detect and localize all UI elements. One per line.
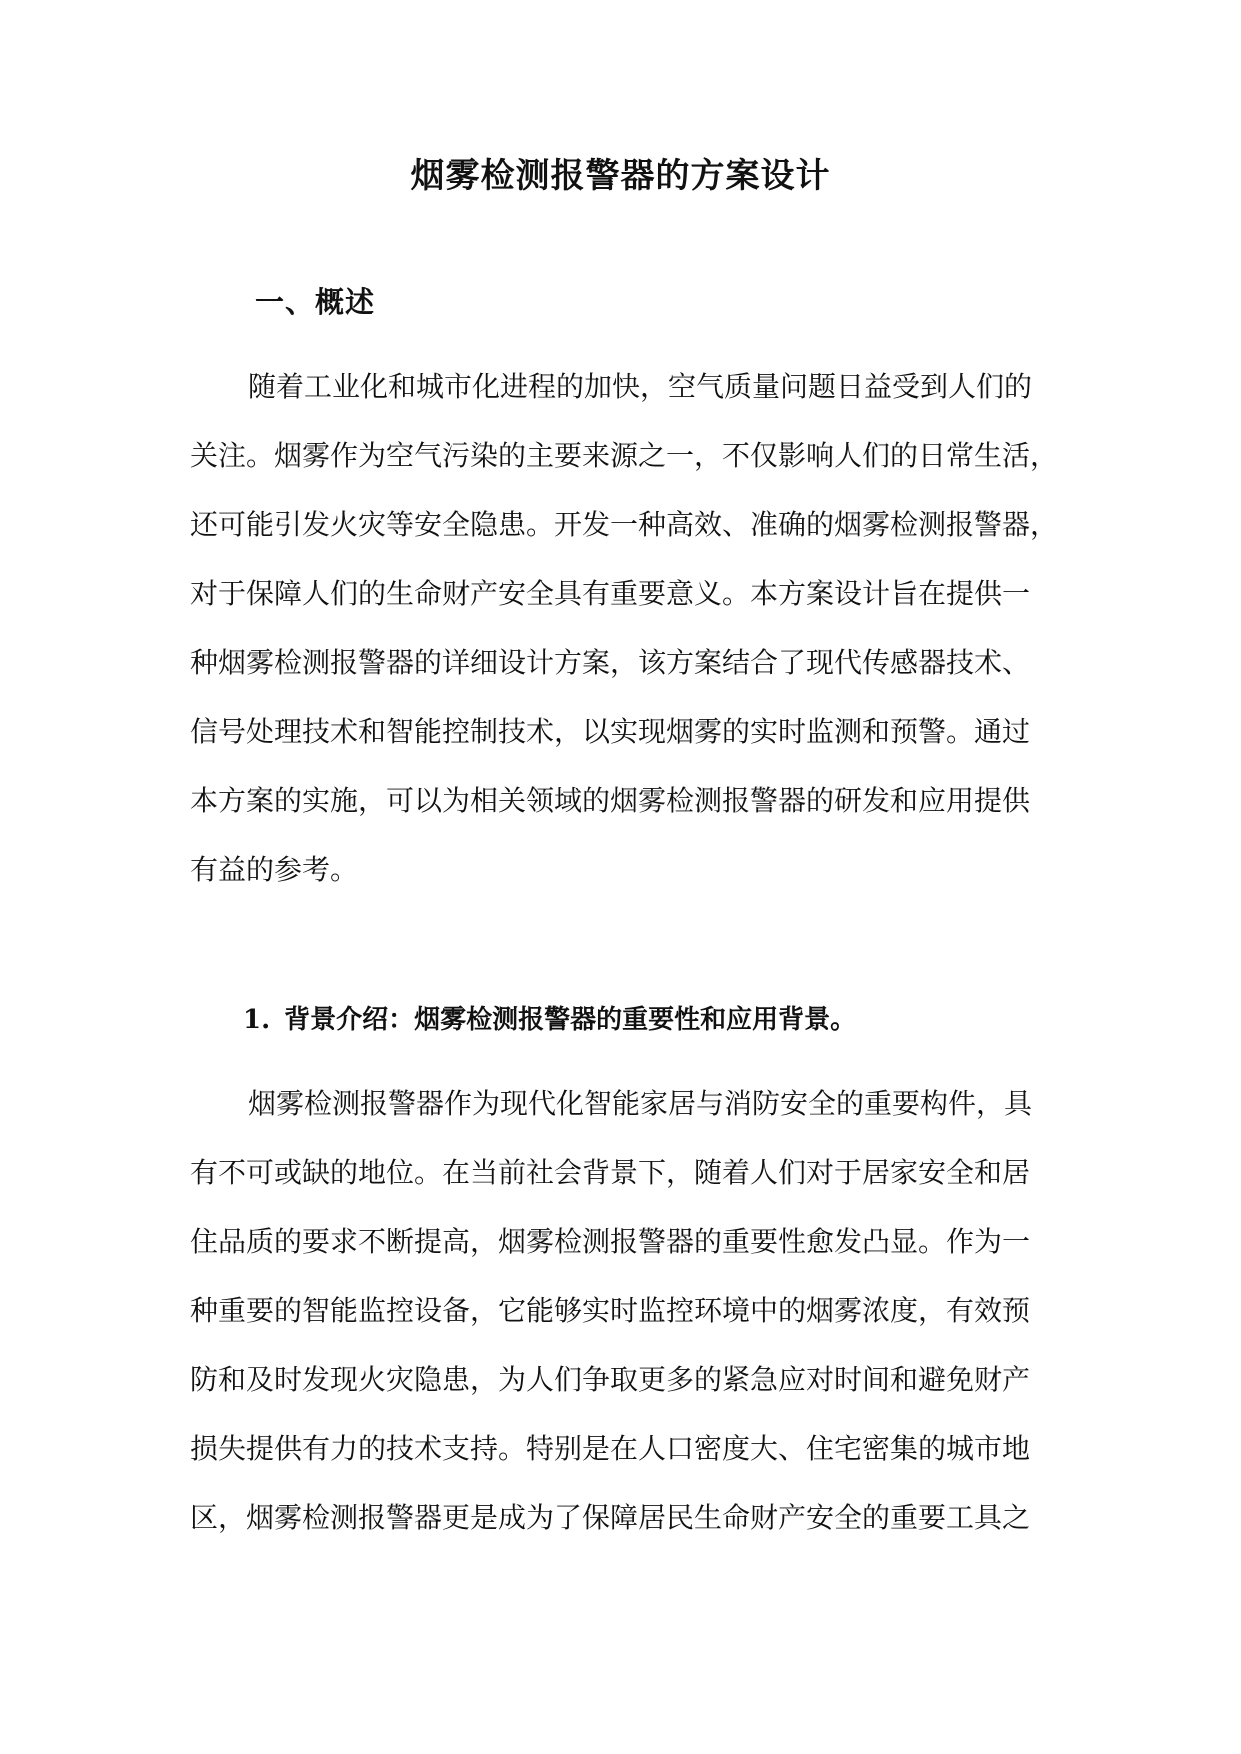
section-heading-overview: 一、概述: [255, 285, 376, 319]
paragraph-line: 本方案的实施，可以为相关领域的烟雾检测报警器的研发和应用提供: [190, 784, 1031, 817]
subsection-heading-background: [243, 1000, 856, 1040]
paragraph-line: 种烟雾检测报警器的详细设计方案，该方案结合了现代传感器技术、: [190, 646, 1031, 679]
paragraph-line: 对于保障人们的生命财产安全具有重要意义。本方案设计旨在提供一: [190, 577, 1031, 610]
paragraph-line: 随着工业化和城市化进程的加快，空气质量问题日益受到人们的: [248, 370, 1033, 403]
paragraph-line: 信号处理技术和智能控制技术，以实现烟雾的实时监测和预警。通过: [190, 715, 1031, 748]
paragraph-line: 损失提供有力的技术支持。特别是在人口密度大、住宅密集的城市地: [190, 1432, 1031, 1465]
overview-paragraph: [190, 352, 1060, 904]
paragraph-line: 还可能引发火灾等安全隐患。开发一种高效、准确的烟雾检测报警器，: [190, 508, 1059, 541]
paragraph-line: 区，烟雾检测报警器更是成为了保障居民生命财产安全的重要工具之: [190, 1501, 1031, 1534]
paragraph-line: 有不可或缺的地位。在当前社会背景下，随着人们对于居家安全和居: [190, 1156, 1031, 1189]
document-title: 烟雾检测报警器的方案设计: [410, 156, 831, 196]
subsection-number: 1.: [243, 1005, 271, 1035]
paragraph-line: 关注。烟雾作为空气污染的主要来源之一，不仅影响人们的日常生活，: [190, 439, 1059, 472]
paragraph-line: 烟雾检测报警器作为现代化智能家居与消防安全的重要构件，具: [248, 1087, 1033, 1120]
background-paragraph: [190, 1069, 1060, 1552]
subsection-heading-text: 背景介绍：烟雾检测报警器的重要性和应用背景。: [284, 1005, 857, 1035]
paragraph-line: 住品质的要求不断提高，烟雾检测报警器的重要性愈发凸显。作为一: [190, 1225, 1031, 1258]
paragraph-line: 防和及时发现火灾隐患，为人们争取更多的紧急应对时间和避免财产: [190, 1363, 1031, 1396]
paragraph-line: 种重要的智能监控设备，它能够实时监控环境中的烟雾浓度，有效预: [190, 1294, 1031, 1327]
paragraph-line: 有益的参考。: [190, 853, 359, 886]
